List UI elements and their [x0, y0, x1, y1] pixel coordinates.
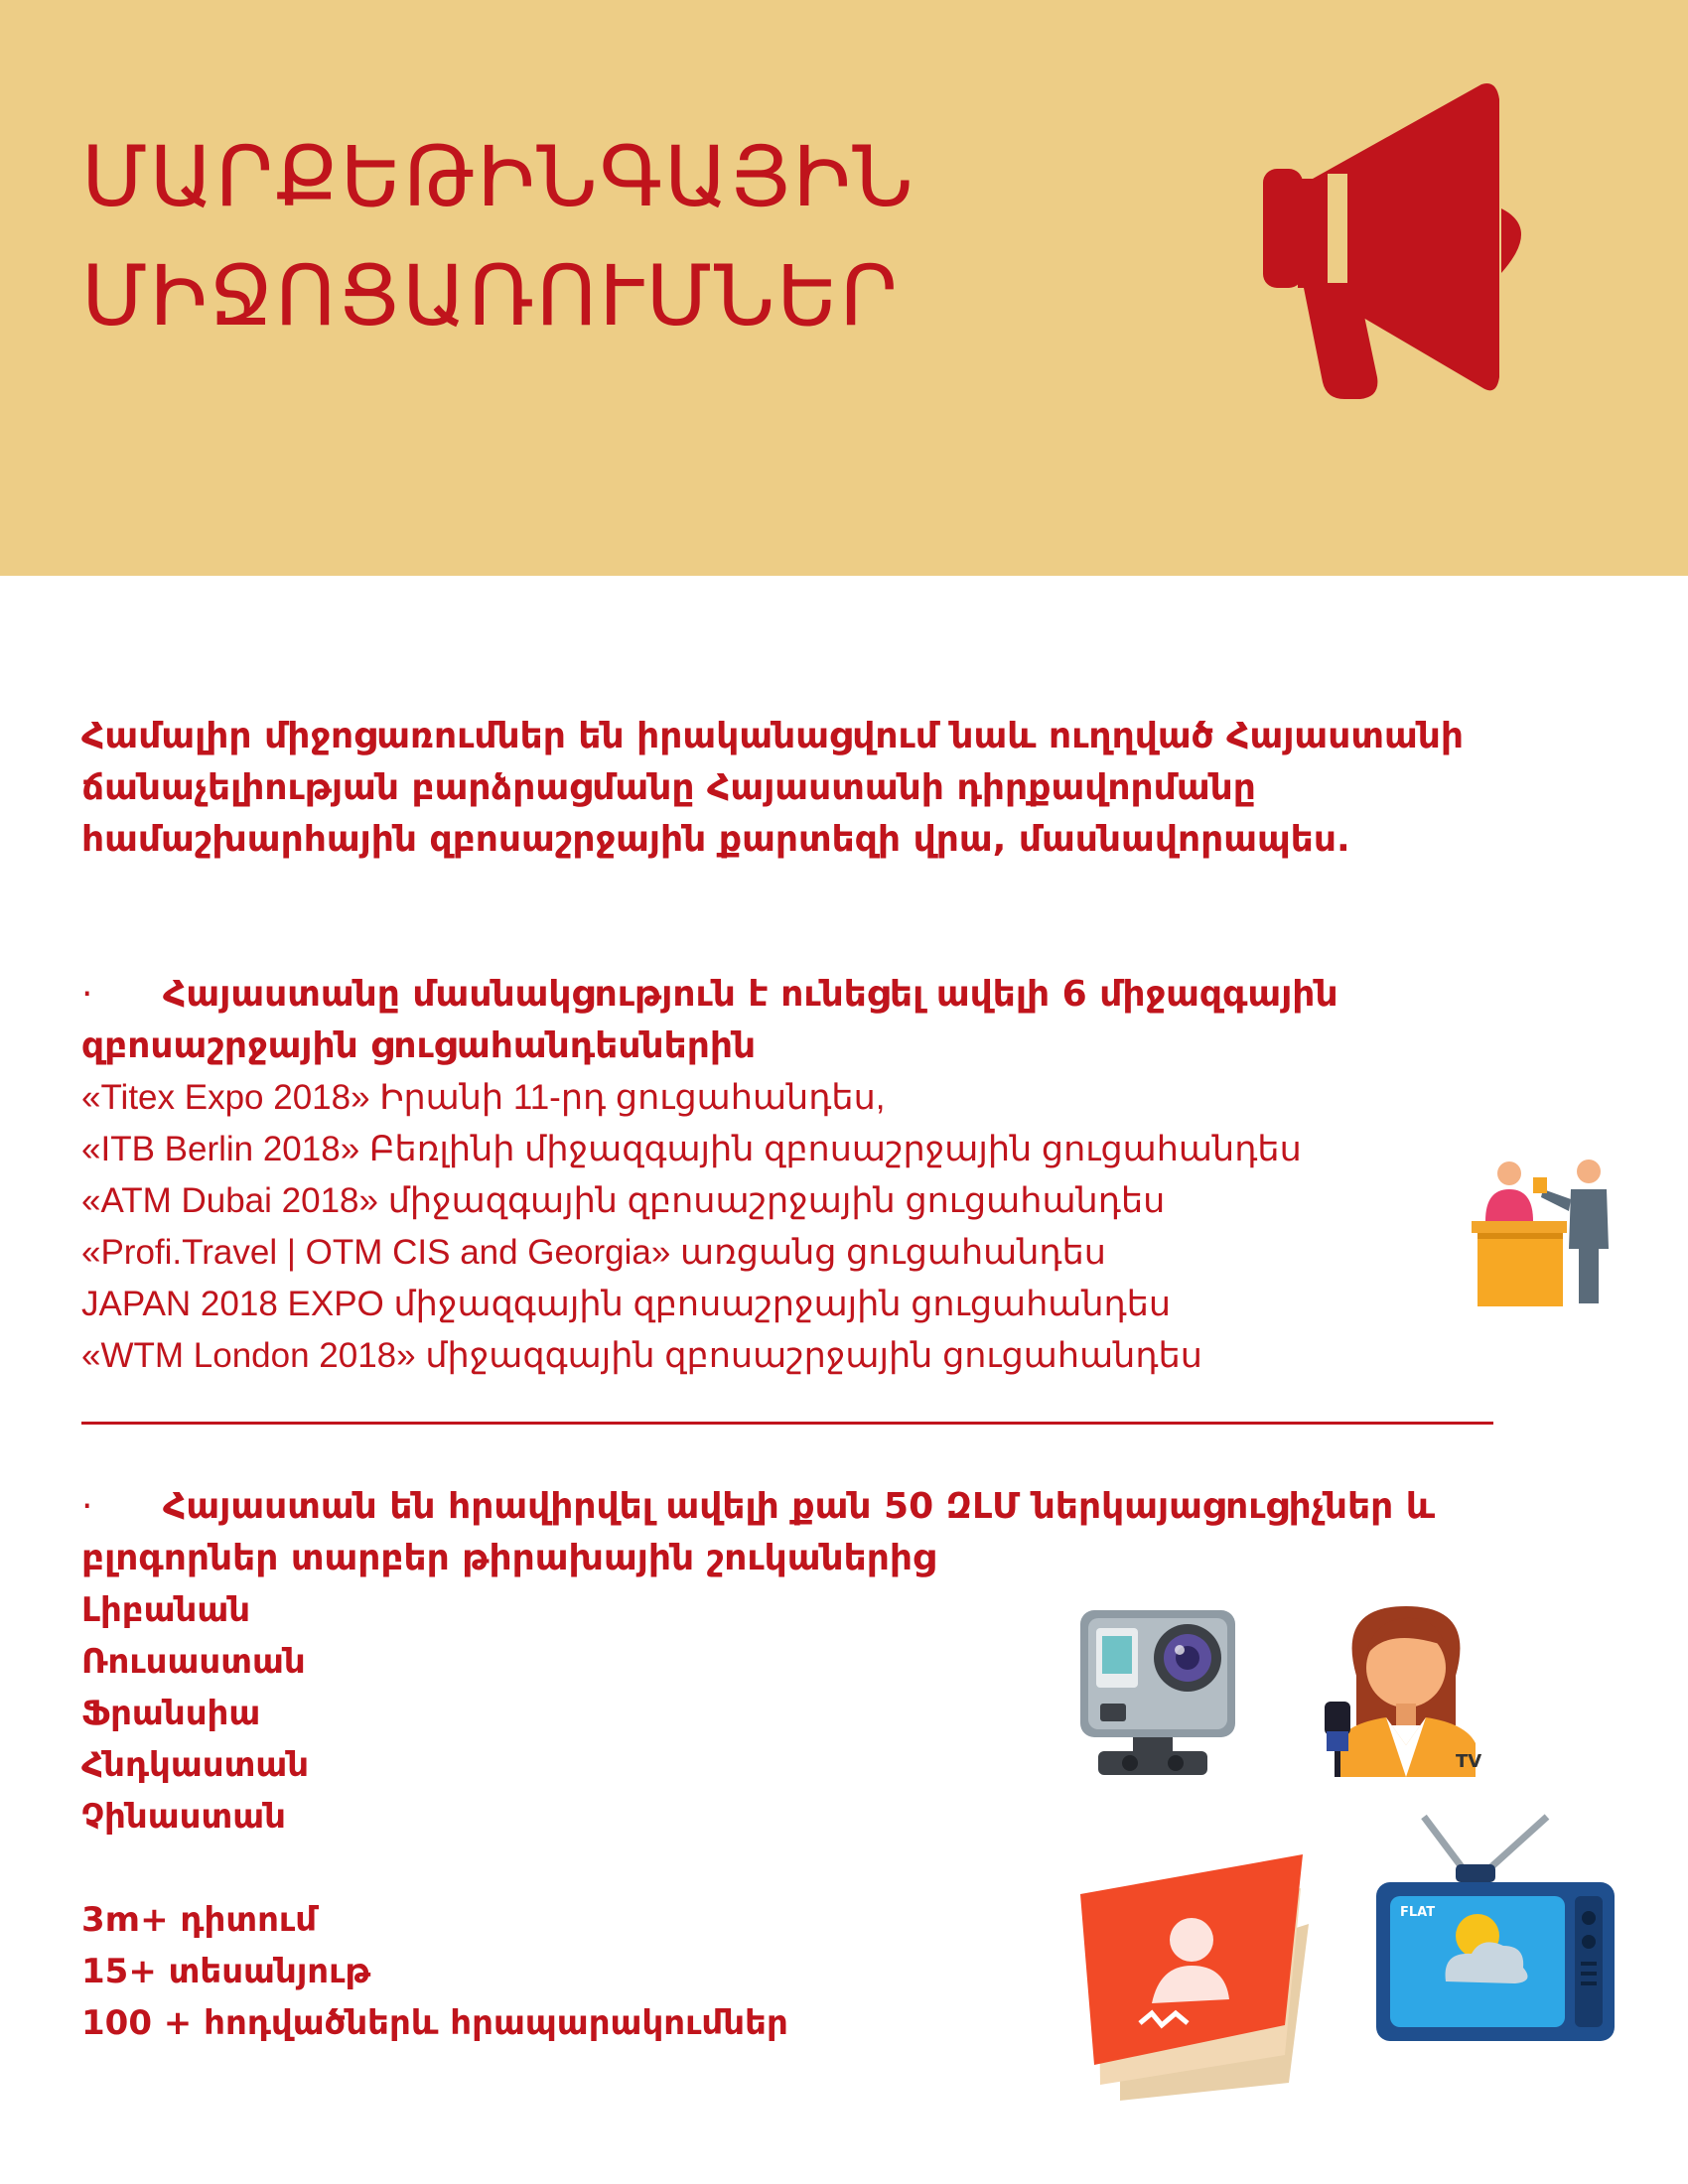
stat-item: 100 + հոդվածներև հրապարակումներ [81, 2003, 788, 2043]
list-item: «WTM London 2018» միջազգային զբոսաշրջային ցուցահանդես [81, 1336, 1202, 1375]
action-camera-icon [1078, 1606, 1237, 1777]
media-heading-text: Հայաստան են հրավիրվել ավելի քան 50 ԶԼՄ ներկայացուցիչներ և բլոգորներ տարբեր թիրախային շուկաներից [81, 1486, 1436, 1578]
exhibitions-heading [81, 969, 1591, 1072]
list-item: «Profi.Travel | OTM CIS and Georgia» առցանց ցուցահանդես [81, 1233, 1106, 1272]
exhibitions-heading-text: Հայաստանը մասնակցություն է ունեցել ավելի 6 միջազգային զբոսաշրջային ցուցահանդեսներին [81, 974, 1338, 1066]
title-line-2: ՄԻՋՈՑԱՌՈՒՄՆԵՐ [81, 247, 900, 344]
stat-item: 3m+ դիտում [81, 1900, 318, 1940]
list-item: Չինաստան [81, 1797, 286, 1837]
list-item: JAPAN 2018 EXPO միջազգային զբոսաշրջային ցուցահանդես [81, 1285, 1172, 1323]
media-heading [81, 1481, 1571, 1584]
list-item: «Titex Expo 2018» Իրանի 11-րդ ցուցահանդես, [81, 1078, 886, 1117]
title-line-1: ՄԱՐՔԵԹԻՆԳԱՅԻՆ [81, 128, 915, 225]
list-item: Ռուսաստան [81, 1642, 306, 1682]
tv-set-icon [1376, 1813, 1615, 2041]
list-item: «ATM Dubai 2018» միջազգային զբոսաշրջային ցուցահանդես [81, 1181, 1166, 1220]
tv-screen-label: FLAT [1400, 1905, 1436, 1920]
list-item: Լիբանան [81, 1590, 251, 1630]
list-item: «ITB Berlin 2018» Բեռլինի միջազգային զբոսաշրջային ցուցահանդես [81, 1130, 1302, 1168]
tv-reporter-icon [1317, 1606, 1495, 1777]
exhibitions-section [81, 969, 1591, 1382]
intro-paragraph: Համալիր միջոցառումներ են իրականացվում նաև ուղղված Հայաստանի ճանաչելիության բարձրացմանը Հայաստանի դիրքավորմանը համաշխարհային զբոսաշրջային քարտեզի վրա, մասնավորապես. [81, 716, 1465, 860]
tv-badge: TV [1456, 1751, 1482, 1772]
list-item: Հնդկաստան [81, 1745, 310, 1785]
megaphone-icon [1253, 79, 1551, 407]
exhibition-booth-icon [1472, 1160, 1616, 1308]
magazine-icon [1080, 1854, 1309, 2101]
stat-item: 15+ տեսանյութ [81, 1952, 371, 1991]
exhibitions-list [81, 1072, 1591, 1382]
bullet-point: · [81, 974, 93, 1015]
list-item: Ֆրանսիա [81, 1694, 261, 1733]
bullet-point: · [81, 1486, 93, 1527]
stats-list [81, 1894, 1591, 2049]
page-title [81, 117, 915, 355]
section-divider [81, 1422, 1493, 1425]
